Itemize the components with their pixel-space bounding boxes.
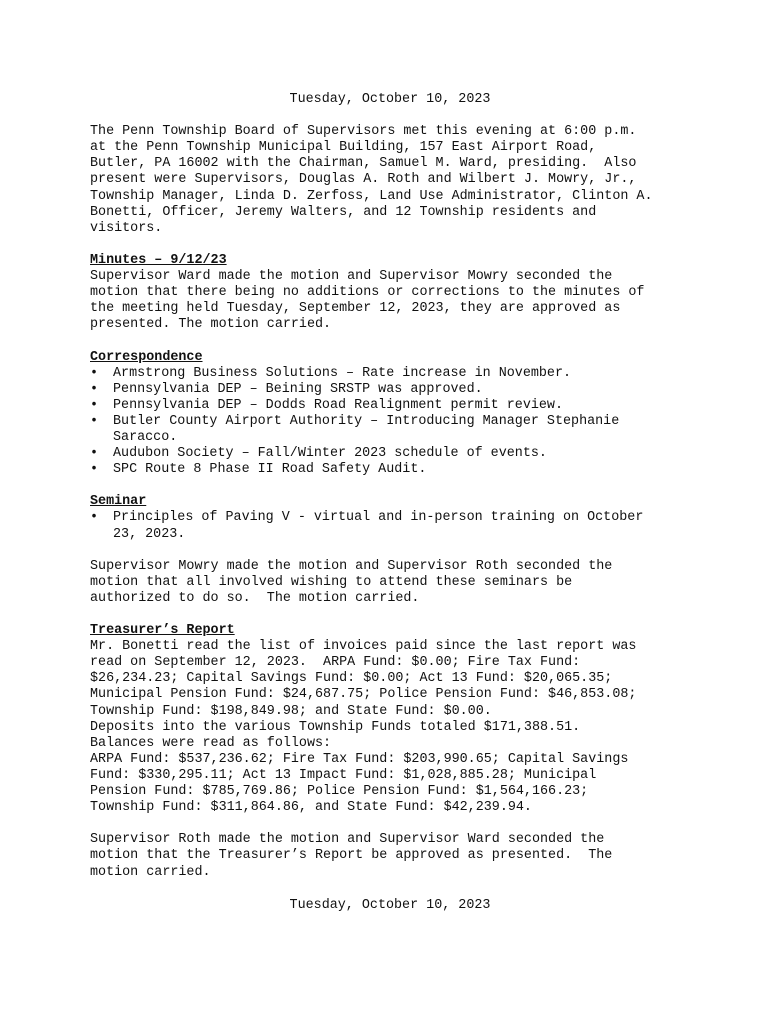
list-item (90, 510, 690, 542)
treasurer-line: $26,234.23; Capital Savings Fund: $0.00; Act 13 Fund: $20,065.35; (90, 671, 613, 687)
list-item (90, 366, 690, 382)
list-item-text: Saracco. (113, 429, 178, 445)
minutes-section (90, 253, 690, 333)
treasurer-line: Fund: $330,295.11; Act 13 Impact Fund: $1,028,885.28; Municipal (90, 767, 597, 783)
header-date: Tuesday, October 10, 2023 (289, 92, 491, 107)
intro-line: Bonetti, Officer, Jeremy Walters, and 12 Township residents and (90, 204, 597, 220)
list-item (90, 414, 690, 446)
list-item-text: • Audubon Society – Fall/Winter 2023 schedule of events. (113, 446, 547, 462)
treasurer-line: Township Fund: $198,849.98; and State Fund: $0.00. (90, 703, 492, 719)
treasurer-line: read on September 12, 2023. ARPA Fund: $0.00; Fire Tax Fund: (90, 655, 581, 671)
correspondence-heading: Correspondence (90, 349, 203, 365)
list-item (90, 398, 690, 414)
intro-paragraph (90, 124, 690, 237)
list-item-text: • SPC Route 8 Phase II Road Safety Audit. (113, 462, 427, 478)
seminar-motion-line: Supervisor Mowry made the motion and Supervisor Roth seconded the (90, 558, 613, 574)
minutes-line: the meeting held Tuesday, September 12, 2023, they are approved as (90, 301, 621, 317)
treasurer-motion-line: motion carried. (90, 864, 211, 880)
minutes-line: presented. The motion carried. (90, 317, 332, 333)
footer-date: Tuesday, October 10, 2023 (289, 898, 491, 913)
correspondence-section (90, 350, 690, 479)
treasurer-section (90, 623, 690, 881)
list-item-text: • Principles of Paving V - virtual and in-person training on October (113, 510, 644, 526)
intro-line: visitors. (90, 220, 163, 236)
list-item (90, 462, 690, 478)
list-item-text: 23, 2023. (113, 526, 186, 542)
intro-line: present were Supervisors, Douglas A. Roth and Wilbert J. Mowry, Jr., (90, 172, 637, 188)
treasurer-line: Balances were read as follows: (90, 735, 332, 751)
list-item-text: • Pennsylvania DEP – Beining SRSTP was approved. (113, 381, 483, 397)
list-item-text: • Pennsylvania DEP – Dodds Road Realignment permit review. (113, 397, 563, 413)
seminar-section (90, 494, 690, 607)
minutes-heading: Minutes – 9/12/23 (90, 252, 227, 268)
intro-line: Township Manager, Linda D. Zerfoss, Land Use Administrator, Clinton A. (90, 188, 653, 204)
intro-line: The Penn Township Board of Supervisors met this evening at 6:00 p.m. (90, 124, 637, 140)
intro-line: at the Penn Township Municipal Building, 157 East Airport Road, (90, 140, 597, 156)
intro-line: Butler, PA 16002 with the Chairman, Samuel M. Ward, presiding. Also (90, 156, 637, 172)
seminar-list (90, 510, 690, 542)
document-page (90, 92, 690, 881)
correspondence-list (90, 366, 690, 479)
treasurer-line: ARPA Fund: $537,236.62; Fire Tax Fund: $203,990.65; Capital Savings (90, 751, 629, 767)
minutes-line: motion that there being no additions or corrections to the minutes of (90, 285, 645, 301)
treasurer-line: Township Fund: $311,864.86, and State Fund: $42,239.94. (90, 800, 532, 816)
list-item (90, 382, 690, 398)
list-item-text: • Armstrong Business Solutions – Rate increase in November. (113, 365, 572, 381)
treasurer-line: Municipal Pension Fund: $24,687.75; Police Pension Fund: $46,853.08; (90, 687, 637, 703)
list-item (90, 446, 690, 462)
seminar-motion-line: authorized to do so. The motion carried. (90, 590, 420, 606)
treasurer-line: Pension Fund: $785,769.86; Police Pension Fund: $1,564,166.23; (90, 784, 589, 800)
seminar-motion-line: motion that all involved wishing to attend these seminars be (90, 574, 573, 590)
minutes-line: Supervisor Ward made the motion and Supervisor Mowry seconded the (90, 269, 613, 285)
treasurer-motion-line: motion that the Treasurer’s Report be approved as presented. The (90, 848, 613, 864)
list-item-text: • Butler County Airport Authority – Introducing Manager Stephanie (113, 413, 620, 429)
treasurer-heading: Treasurer’s Report (90, 623, 235, 639)
treasurer-motion-line: Supervisor Roth made the motion and Supervisor Ward seconded the (90, 832, 605, 848)
treasurer-line: Deposits into the various Township Funds totaled $171,388.51. (90, 719, 581, 735)
treasurer-line: Mr. Bonetti read the list of invoices paid since the last report was (90, 639, 637, 655)
seminar-heading: Seminar (90, 494, 147, 510)
